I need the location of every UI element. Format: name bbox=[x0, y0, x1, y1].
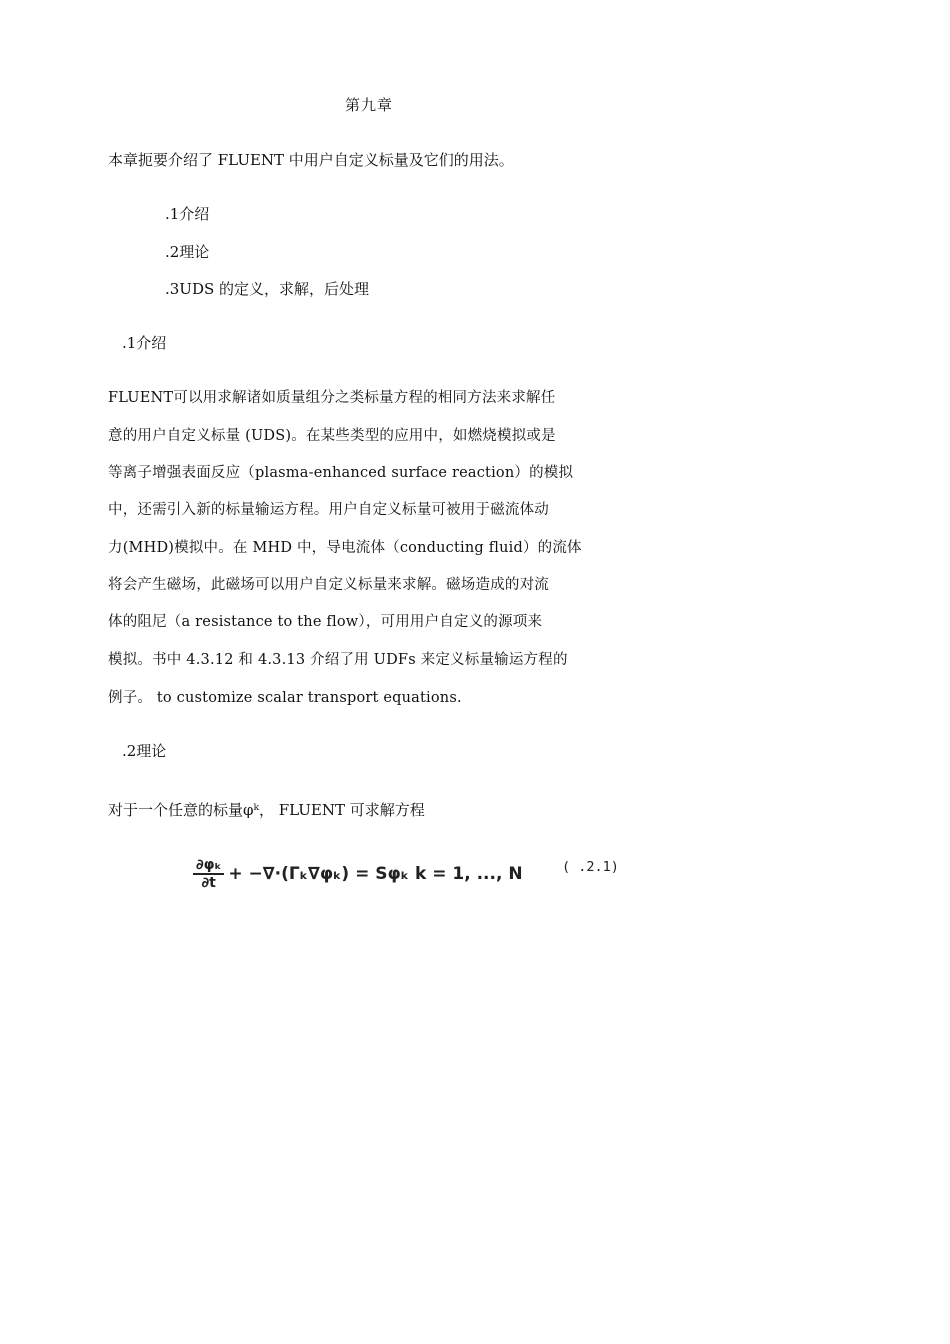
equation-body: + −∇·(Γₖ∇φₖ) = Sφₖ k = 1, ..., N bbox=[228, 864, 523, 884]
paragraph-line: 例子。 to customize scalar transport equations. bbox=[108, 690, 462, 706]
equation-intro: 对于一个任意的标量φᵏ， FLUENT 可求解方程 bbox=[108, 801, 425, 819]
paragraph-line: 中，还需引入新的标量输运方程。用户自定义标量可被用于磁流体动 bbox=[108, 502, 549, 518]
equation-number: ( .2.1) bbox=[562, 859, 619, 875]
paragraph-line: 模拟。书中 4.3.12 和 4.3.13 介绍了用 UDFs 来定义标量输运方程的 bbox=[108, 652, 568, 668]
paragraph-line: 将会产生磁场，此磁场可以用户自定义标量来求解。磁场造成的对流 bbox=[108, 577, 549, 593]
toc-item-1: .1介绍 bbox=[165, 205, 210, 223]
section-heading-theory: .2理论 bbox=[122, 742, 167, 760]
equation-fraction bbox=[193, 857, 224, 891]
paragraph-line: 意的用户自定义标量 (UDS)。在某些类型的应用中，如燃烧模拟或是 bbox=[108, 428, 556, 444]
chapter-intro: 本章扼要介绍了 FLUENT 中用户自定义标量及它们的用法。 bbox=[108, 151, 514, 169]
toc-item-2: .2理论 bbox=[165, 243, 210, 261]
equation-denominator: ∂t bbox=[201, 874, 216, 891]
paragraph-line: FLUENT可以用求解诸如质量组分之类标量方程的相同方法来求解任 bbox=[108, 390, 556, 406]
paragraph-line: 力(MHD)模拟中。在 MHD 中，导电流体（conducting fluid）的流体 bbox=[108, 540, 582, 556]
paragraph-line: 等离子增强表面反应（plasma-enhanced surface reaction）的模拟 bbox=[108, 465, 574, 481]
section-heading-introduction: .1介绍 bbox=[122, 334, 167, 352]
scalar-transport-equation bbox=[193, 852, 523, 896]
toc-item-3: .3UDS 的定义，求解，后处理 bbox=[165, 280, 370, 298]
chapter-title: 第九章 bbox=[345, 96, 394, 114]
paragraph-line: 体的阻尼（a resistance to the flow），可用用户自定义的源项来 bbox=[108, 614, 543, 630]
equation-numerator: ∂φₖ bbox=[196, 857, 222, 874]
